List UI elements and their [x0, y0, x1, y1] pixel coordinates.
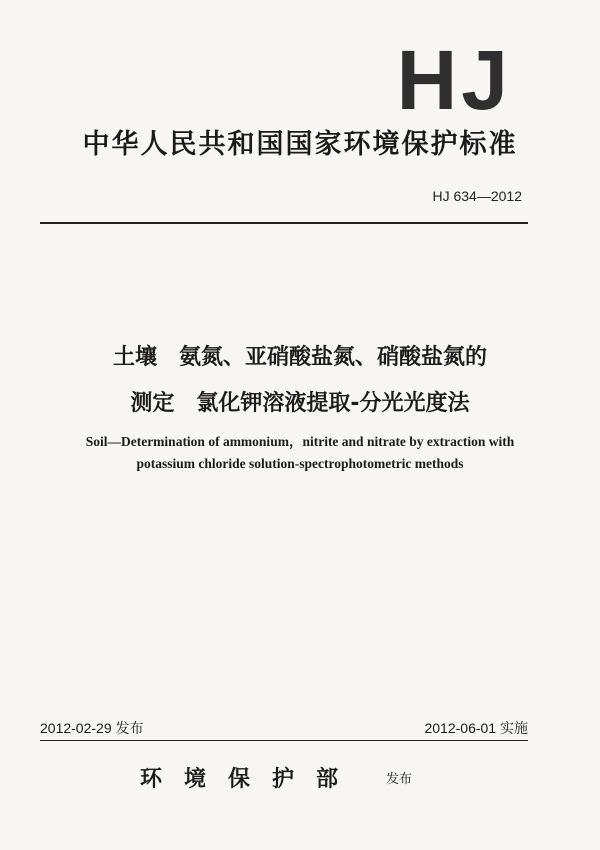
top-divider [40, 222, 528, 224]
standard-code: HJ 634—2012 [432, 188, 522, 204]
bottom-divider [40, 740, 528, 741]
implementation-date: 2012-06-01 实施 [424, 720, 528, 736]
issue-date: 2012-02-29 发布 [40, 720, 144, 736]
hj-logo: HJ [396, 33, 512, 127]
chinese-title-line-1: 土壤 氨氮、亚硝酸盐氮、硝酸盐氮的 [112, 345, 487, 370]
standard-category-title: 中华人民共和国国家环境保护标准 [82, 129, 518, 160]
chinese-title-line-2: 测定 氯化钾溶液提取-分光光度法 [130, 391, 470, 416]
english-title-line-1: Soil—Determination of ammonium，nitrite and nitrate by extraction with [85, 434, 515, 449]
english-title-line-2: potassium chloride solution-spectrophotometric methods [136, 456, 464, 471]
issuing-authority: 环境保护部 [140, 766, 361, 792]
issuing-authority-suffix: 发布 [386, 772, 413, 787]
